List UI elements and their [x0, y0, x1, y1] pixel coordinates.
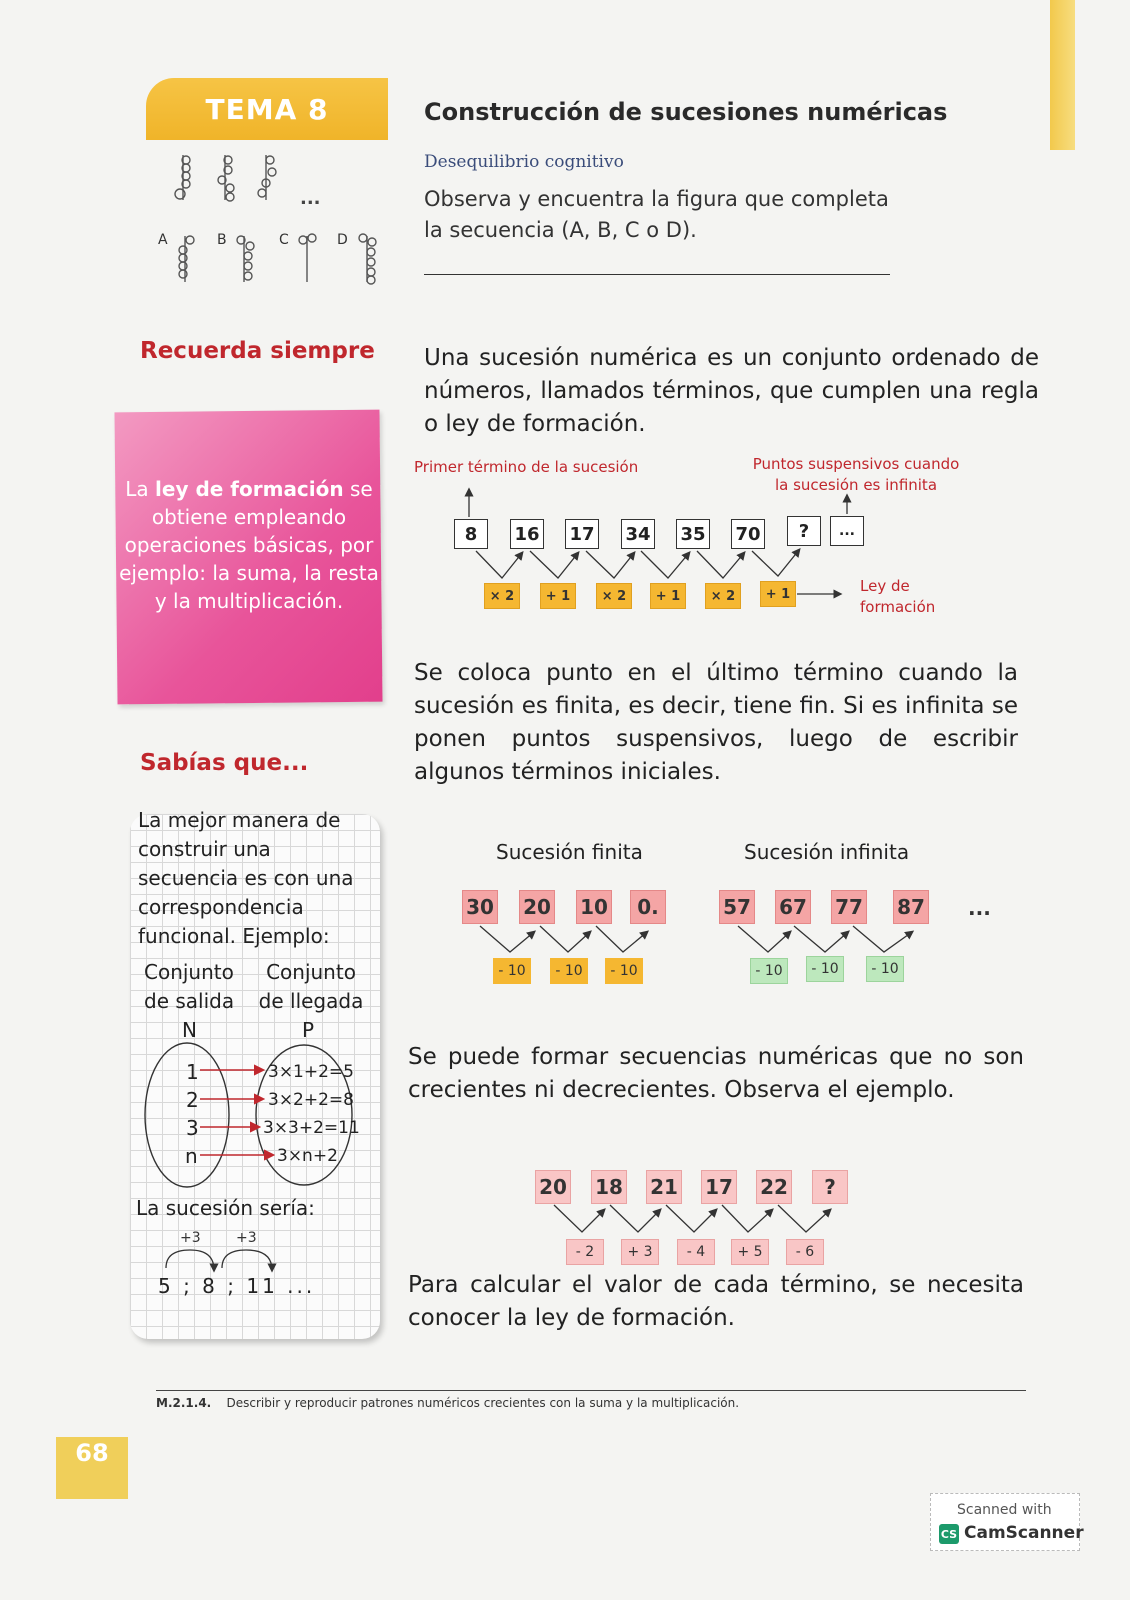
op-box: + 1 — [650, 583, 686, 609]
mixed-op: - 2 — [566, 1239, 604, 1265]
mixed-op: + 5 — [731, 1239, 769, 1265]
section-label: Desequilibrio cognitivo — [424, 152, 624, 172]
option-d-label[interactable]: D — [337, 232, 348, 248]
output-value: 3×2+2=8 — [268, 1090, 354, 1110]
ellipsis-box: ... — [830, 516, 864, 546]
finite-term: 10 — [576, 890, 612, 924]
ellipsis-label: Puntos suspensivos cuando la sucesión es infinita — [752, 455, 960, 494]
mixed-op: + 3 — [621, 1239, 659, 1265]
term-box: 34 — [621, 519, 655, 549]
ley-label: Ley de formación — [860, 577, 936, 616]
page-number: 68 — [56, 1437, 128, 1499]
mixed-term: 18 — [591, 1170, 627, 1204]
finite-term: 30 — [462, 890, 498, 924]
scanner-line1: Scanned with — [957, 1502, 1052, 1518]
infinite-term: 87 — [893, 890, 929, 924]
first-term-label: Primer término de la sucesión — [414, 458, 639, 476]
punto-text: Se coloca punto en el último término cuando la sucesión es finita, es decir, tiene fin. Si es infinita se ponen puntos suspensivos, luego de escribir algunos términos iniciales. — [414, 660, 1018, 785]
set-n-label: N — [182, 1018, 197, 1042]
mixed-unknown-term: ? — [812, 1170, 848, 1204]
sucesion-label: La sucesión sería: — [136, 1196, 315, 1220]
term-box: 16 — [510, 519, 544, 549]
finite-op: - 10 — [550, 958, 588, 984]
op-box: + 1 — [760, 581, 796, 607]
sabias-intro: La mejor manera de construir una secuencia es con una correspondencia funcional. Ejemplo: — [138, 808, 354, 948]
footer-divider — [156, 1390, 1026, 1391]
term-box: 70 — [731, 519, 765, 549]
infinite-term: 67 — [775, 890, 811, 924]
finita-title: Sucesión finita — [496, 840, 643, 864]
mixed-text: Se puede formar secuencias numéricas que no son crecientes ni decrecientes. Observa el ejemplo. — [408, 1044, 1024, 1103]
mixed-term: 21 — [646, 1170, 682, 1204]
input-value: 3 — [186, 1116, 199, 1140]
term-box: 35 — [676, 519, 710, 549]
mixed-term: 17 — [701, 1170, 737, 1204]
figure-ellipsis: ... — [300, 188, 321, 209]
option-c-label[interactable]: C — [279, 232, 289, 248]
infinite-term: 77 — [831, 890, 867, 924]
instruction-text: Observa y encuentra la figura que completa la secuencia (A, B, C o D). — [424, 187, 889, 242]
camscanner-logo-icon: CS — [939, 1524, 959, 1544]
conjunto-salida-label: Conjunto de salida — [144, 960, 235, 1013]
infinite-op: - 10 — [750, 958, 788, 984]
unknown-term-box: ? — [787, 516, 821, 546]
output-value: 3×3+2=11 — [263, 1118, 360, 1138]
sabias-heading: Sabías que... — [140, 750, 309, 776]
option-a-label[interactable]: A — [158, 232, 168, 248]
recuerda-heading: Recuerda siempre — [140, 338, 375, 364]
calc-text: Para calcular el valor de cada término, se necesita conocer la ley de formación. — [408, 1272, 1024, 1331]
scanner-watermark — [930, 1493, 1084, 1551]
op-box: × 2 — [705, 583, 741, 609]
op-box: × 2 — [596, 583, 632, 609]
finite-op: - 10 — [605, 958, 643, 984]
input-value: 2 — [186, 1088, 199, 1112]
set-p-label: P — [302, 1018, 315, 1042]
mixed-op: - 6 — [786, 1239, 824, 1265]
option-b-label[interactable]: B — [217, 232, 227, 248]
footer-text: M.2.1.4. Describir y reproducir patrones numéricos crecientes con la suma y la multiplicación. — [156, 1396, 740, 1410]
scanner-line2: CamScanner — [964, 1523, 1084, 1543]
term-box: 17 — [565, 519, 599, 549]
sabias-sequence: 5 ; 8 ; 11 ... — [158, 1274, 316, 1298]
tema-tab: TEMA 8 — [146, 78, 388, 140]
op-box: + 1 — [540, 583, 576, 609]
mixed-term: 20 — [535, 1170, 571, 1204]
input-value: 1 — [186, 1060, 199, 1084]
page-title: Construcción de sucesiones numéricas — [424, 98, 948, 126]
step-label: +3 — [236, 1230, 257, 1246]
input-value: n — [185, 1144, 198, 1168]
infinite-op: - 10 — [866, 956, 904, 982]
conjunto-llegada-label: Conjunto de llegada — [258, 960, 364, 1013]
term-box: 8 — [454, 519, 488, 549]
sticky-note-text: La ley de formación se obtiene empleando operaciones básicas, por ejemplo: la suma, la resta y la multiplicación. — [119, 477, 379, 613]
mixed-term: 22 — [756, 1170, 792, 1204]
output-value: 3×n+2 — [277, 1146, 338, 1166]
definition-text: Una sucesión numérica es un conjunto ordenado de números, llamados términos, que cumplen una regla o ley de formación. — [424, 345, 1039, 437]
step-label: +3 — [180, 1230, 201, 1246]
mixed-op: - 4 — [677, 1239, 715, 1265]
infinite-term: 57 — [719, 890, 755, 924]
finite-term: 0. — [630, 890, 666, 924]
op-box: × 2 — [484, 583, 520, 609]
infinita-title: Sucesión infinita — [744, 840, 910, 864]
infinite-op: - 10 — [806, 956, 844, 982]
infinite-dots: ... — [968, 896, 991, 920]
finite-term: 20 — [519, 890, 555, 924]
output-value: 3×1+2=5 — [268, 1062, 354, 1082]
finite-op: - 10 — [493, 958, 531, 984]
